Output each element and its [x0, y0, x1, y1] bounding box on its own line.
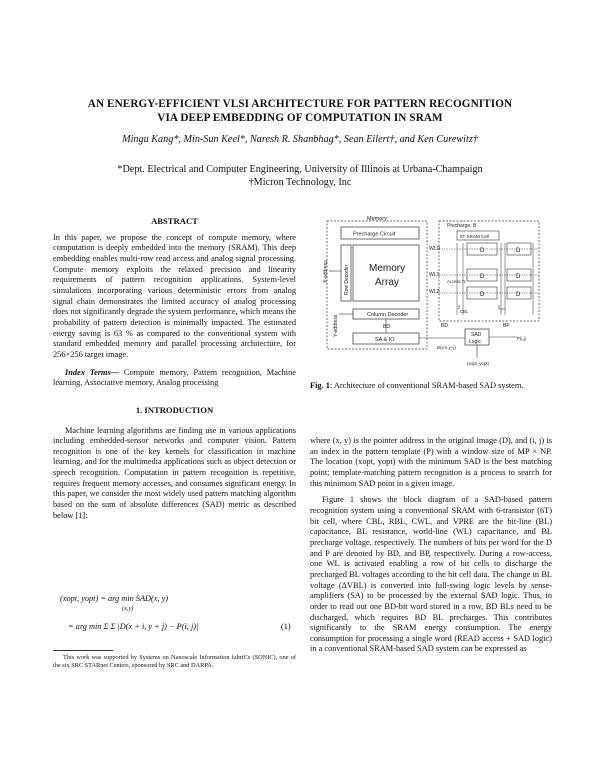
xopt-label: (xopt, yopt)	[467, 361, 489, 366]
figure-1	[317, 213, 545, 376]
wl1-label: WL1	[429, 272, 440, 278]
precharge-b-label: Precharge, B	[447, 223, 477, 229]
sram-cell-label: 6T SRAM Cell	[460, 234, 490, 239]
access-tr-label: Access Tr.	[447, 279, 467, 284]
right-paragraph-1: where (x, y) is the pointer address in the original image (D), and (i, j) is an index in the pattern template (P) with a window size of MP × NP. The location (xopt, yopt) with the minimum SAD is the best matching point; template-matching pattern recognition is a process to search for this minimum SAD point in a given image.	[310, 436, 552, 488]
right-paragraph-2: Figure 1 shows the block diagram of a SAD-based pattern recognition system using a conventional SRAM with 6-transistor (6T) bit cell, where CBL, RBL, CWL, and VPRE are the bit-line (BL) capacitance, BL resistance, world-line (WL) capacitance, and BL precharge voltage, respectively. The numbers of bits per word for the D and P are denoted by BD, and BP, respectively. During a row-access, one WL is activated enabling a row of bit cells to discharge the precharged BL voltages according to the bit cell data. The change in BL voltage (ΔVBL) is converted into full-swing logic levels by sense-amplifiers (SA) to be processed by the external SAD logic. Thus, in order to read out one BD-bit word stored in a row, BD BLs need to be discharged, which requires BD BL precharges. This contributes significantly to the SRAM energy consumption. The energy consumption for processing a single word (READ access + SAD logic) in a conventional SRAM-based SAD system can be expressed as	[310, 495, 552, 654]
row-decoder-label: Row Decoder	[344, 264, 350, 295]
footnote: This work was supported by Systems on Nanoscale Information fabriCs (SONIC), one of the six SRC STARnet Centers, sponsored by SRC and DARPA.	[53, 654, 296, 670]
memory-array-label-1: Memory	[369, 263, 406, 274]
index-terms-label: Index Terms—	[65, 367, 120, 377]
abstract-text: In this paper, we propose the concept of compute memory, where computation is deeply embedded into the memory (SRAM). This deep embedding enables multi-row read access and analog signal processing. Compute memory exploits the relaxed precision and linearity requirements of pattern recognition applications. System-level simulations incorporating various deterministic errors from analog signal chain demonstrates the limited accuracy of analog processing does not significantly degrade the system performance, which means the probability of pattern detection is minimally impacted. The estimated energy saving is 63 % as compared to the conventional system with standard embedded memory and parallel processing architecture, for 256×256 target image.	[53, 232, 296, 359]
equation-line-2: = arg min Σ Σ |D(x + i, y + j) − P(i, j)|	[68, 622, 199, 631]
title-line-2: VIA DEEP EMBEDDING OF COMPUTATION IN SRAM	[157, 112, 443, 124]
intro-heading: 1. INTRODUCTION	[135, 404, 214, 415]
affiliations	[40, 163, 560, 189]
x-address-label: X-address	[323, 260, 329, 283]
affiliation-2: †Micron Technology, Inc	[248, 177, 352, 188]
bitcell-d-3: D	[480, 274, 485, 280]
equation-number: (1)	[281, 622, 291, 631]
pij-label: P(i,j)	[517, 336, 527, 341]
left-column	[53, 216, 296, 521]
y-address-label: Y-address	[333, 314, 339, 337]
column-decoder-label: Column Decoder	[367, 312, 409, 318]
bp-label: BP	[503, 323, 510, 329]
memory-label: Memory	[367, 216, 387, 222]
figure-caption	[310, 381, 552, 392]
memory-array-label-2: Array	[375, 277, 399, 288]
bitcell-d-1: D	[480, 248, 485, 254]
affiliation-1: *Dept. Electrical and Computer Engineering, University of Illinois at Urbana-Champaign	[117, 164, 483, 175]
wld-label: WLD	[429, 246, 441, 252]
bd-label-2: BD	[441, 323, 448, 329]
bitcell-d-5: D	[480, 292, 485, 298]
bd-label-1: BD	[383, 324, 390, 330]
wl2-label: WL2	[429, 289, 440, 295]
cbl-label: CBL	[460, 309, 469, 314]
authors: Mingu Kang*, Min-Sun Keel*, Naresh R. Shanbhag*, Sean Eilert†, and Ken Curewitz†	[122, 134, 478, 145]
equation-line-1	[60, 594, 296, 603]
bitcell-d-6: D	[516, 292, 521, 298]
figure-caption-label: Fig. 1	[310, 381, 330, 390]
title-line-1: AN ENERGY-EFFICIENT VLSI ARCHITECTURE FOR PATTERN RECOGNITION	[87, 98, 513, 110]
sad-logic-label-2: Logic	[469, 339, 481, 345]
sa-io-label: SA & IO	[375, 337, 395, 343]
intro-paragraph-1: Machine learning algorithms are finding use in various applications including embedded-sensor networks and computer vision. Pattern recognition is one of the key kernels for classification in machine learning, and for the multimedia applications such as object detection or speech recognition. Computation in pattern recognition is repetitive, requires frequent memory accesses, and consumes significant energy. In this paper, we consider the most widely used pattern matching algorithm based on the sum of absolute differences (SAD) metric as described below [1]:	[53, 425, 296, 520]
right-column	[310, 436, 552, 655]
abstract-heading: ABSTRACT	[151, 216, 198, 226]
bitcell-d-4: D	[516, 274, 521, 280]
index-terms	[53, 368, 296, 389]
paper-title	[40, 97, 560, 125]
index-terms-text: Compute memory, Pattern recognition, Machine learning, Associative memory, Analog processing	[53, 367, 296, 388]
bitcell-d-2: D	[516, 248, 521, 254]
architecture-diagram	[317, 213, 545, 376]
figure-caption-text: : Architecture of conventional SRAM-based SAD system.	[329, 381, 524, 390]
equation-subscript: (x,y)	[122, 605, 134, 612]
dxy-label: D(x+i,y+j)	[437, 345, 456, 350]
equation-lhs: (xopt, yopt) = arg min SAD(x, y)	[60, 594, 169, 603]
precharge-label: Precharge Circuit	[353, 231, 396, 238]
footnote-rule	[53, 650, 113, 651]
sad-logic-label-1: SAD	[471, 332, 482, 338]
